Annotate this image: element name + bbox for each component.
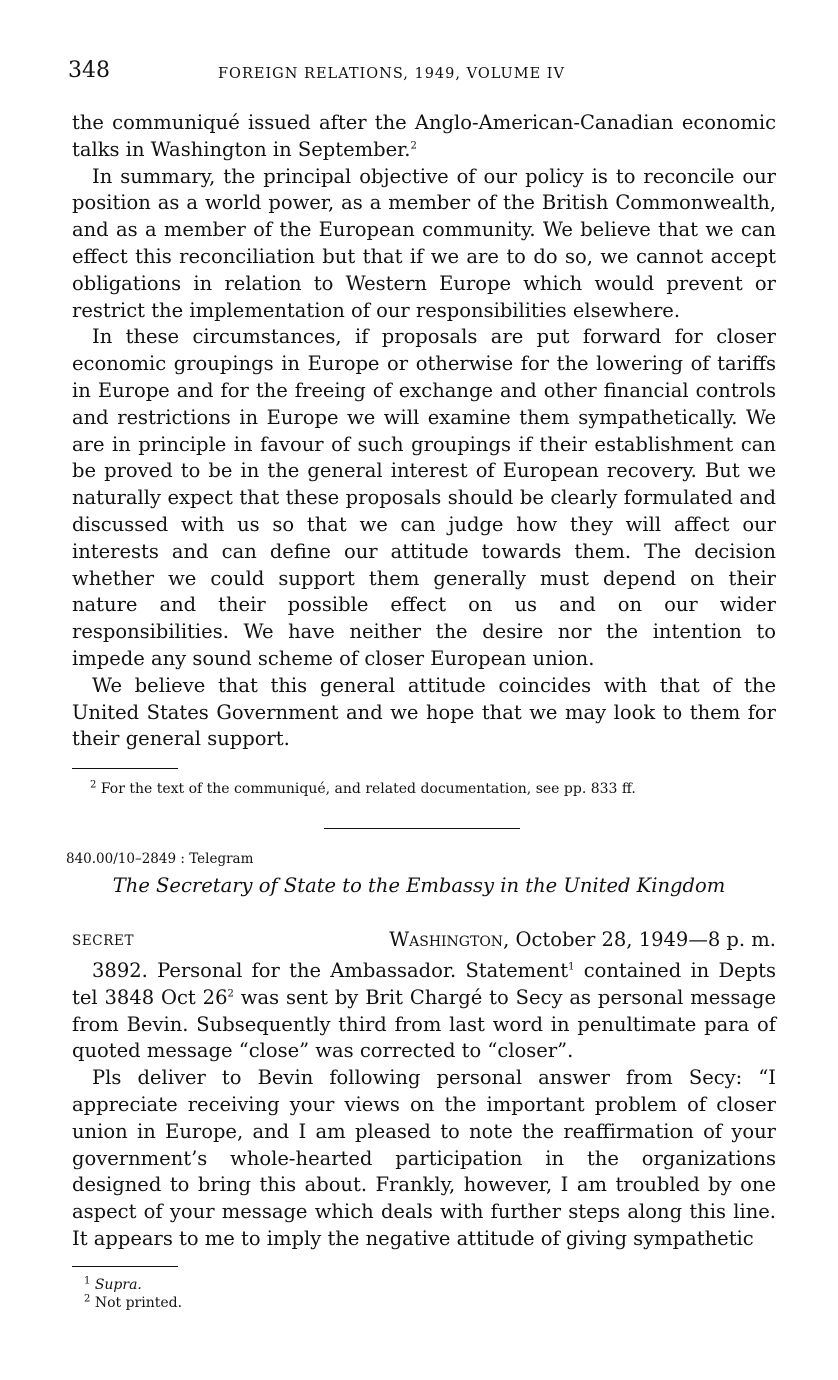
paragraph: Pls deliver to Bevin following personal answer from Secy: “I appreciate receiving your views on the important problem of closer union in Europe, and I am pleased to note the reaffirmation of your government’s whole-hearted participation in the organizations designed to bring this about. Frankly, however, I am troubled by one aspect of your message which deals with further steps along this line. It appears to me to imply the negative attitude of giving sympathetic: [72, 1066, 776, 1250]
classification-label: SECRET: [72, 933, 135, 949]
footnote-marker: 2: [90, 779, 97, 791]
dateline: [389, 928, 776, 951]
paragraph: We believe that this general attitude coincides with that of the United States Government and we hope that we may look to them for their general support.: [72, 673, 776, 751]
page-header: [68, 58, 776, 94]
footnote-marker: 2: [410, 140, 417, 152]
section-divider: [324, 828, 520, 829]
paragraph: [72, 110, 776, 164]
footnote-text: Not printed.: [94, 1295, 183, 1311]
page-number: 348: [68, 58, 110, 83]
footnote-marker: 2: [227, 988, 234, 1000]
paragraph: In these circumstances, if proposals are put forward for closer economic groupings in Europe or otherwise for the lowering of tariffs in Europe and for the freeing of exchange and other financial controls and restrictions in Europe we will examine them sympathetically. We are in principle in favour of such groupings if their establishment can be proved to be in the general interest of European recovery. But we naturally expect that these proposals should be clearly formulated and discussed with us so that we can judge how they will affect our interests and can define our attitude towards them. The decision whether we could support them generally must depend on their nature and their possible effect on us and on our wider responsibilities. We have neither the desire nor the intention to impede any sound scheme of closer European union.: [72, 325, 776, 670]
footnote-marker: 1: [84, 1275, 91, 1287]
paragraph-text: 3892. Personal for the Ambassador. Statement: [92, 959, 569, 982]
document-reference: 840.00/10–2849 : Telegram: [66, 851, 254, 867]
footnote: [84, 1276, 182, 1294]
paragraph: In summary, the principal objective of our policy is to reconcile our position as a world power, as a member of the British Commonwealth, and as a member of the European community. We believe that we can effect this reconciliation but that if we are to do so, we cannot accept obligations in relation to Western Europe which would prevent or restrict the implementation of our responsibilities elsewhere.: [72, 164, 776, 322]
dateline-place: Washington: [389, 928, 504, 951]
footnote-text: Supra.: [94, 1277, 142, 1293]
footnote: [90, 780, 780, 798]
paragraph-text: contained in Depts tel 3848 Oct 26: [72, 959, 776, 1009]
paragraph-text: the communiqué issued after the Anglo-American-Canadian economic talks in Washington in September.: [72, 111, 776, 161]
dateline-row: [72, 928, 776, 954]
document-title: The Secretary of State to the Embassy in the United Kingdom: [112, 874, 726, 897]
paragraph: [72, 958, 776, 1065]
paragraph-text: was sent by Brit Chargé to Secy as personal message from Bevin. Subsequently third from last word in penultimate para of quoted message “close” was corrected to “closer”.: [72, 985, 776, 1063]
telegram-text: [72, 958, 776, 1253]
footnotes: [84, 1276, 182, 1312]
footnote-rule: [72, 1266, 178, 1267]
footnote-text: For the text of the communiqué, and related documentation, see pp. 833 ff.: [100, 781, 636, 797]
footnote-rule: [72, 768, 178, 769]
footnote-marker: 1: [568, 961, 575, 973]
footnote: [84, 1294, 182, 1312]
footnote-marker: 2: [84, 1293, 91, 1305]
running-head: FOREIGN RELATIONS, 1949, VOLUME IV: [218, 66, 565, 82]
dateline-date: , October 28, 1949—8 p. m.: [503, 928, 776, 951]
continued-text: [72, 110, 776, 753]
